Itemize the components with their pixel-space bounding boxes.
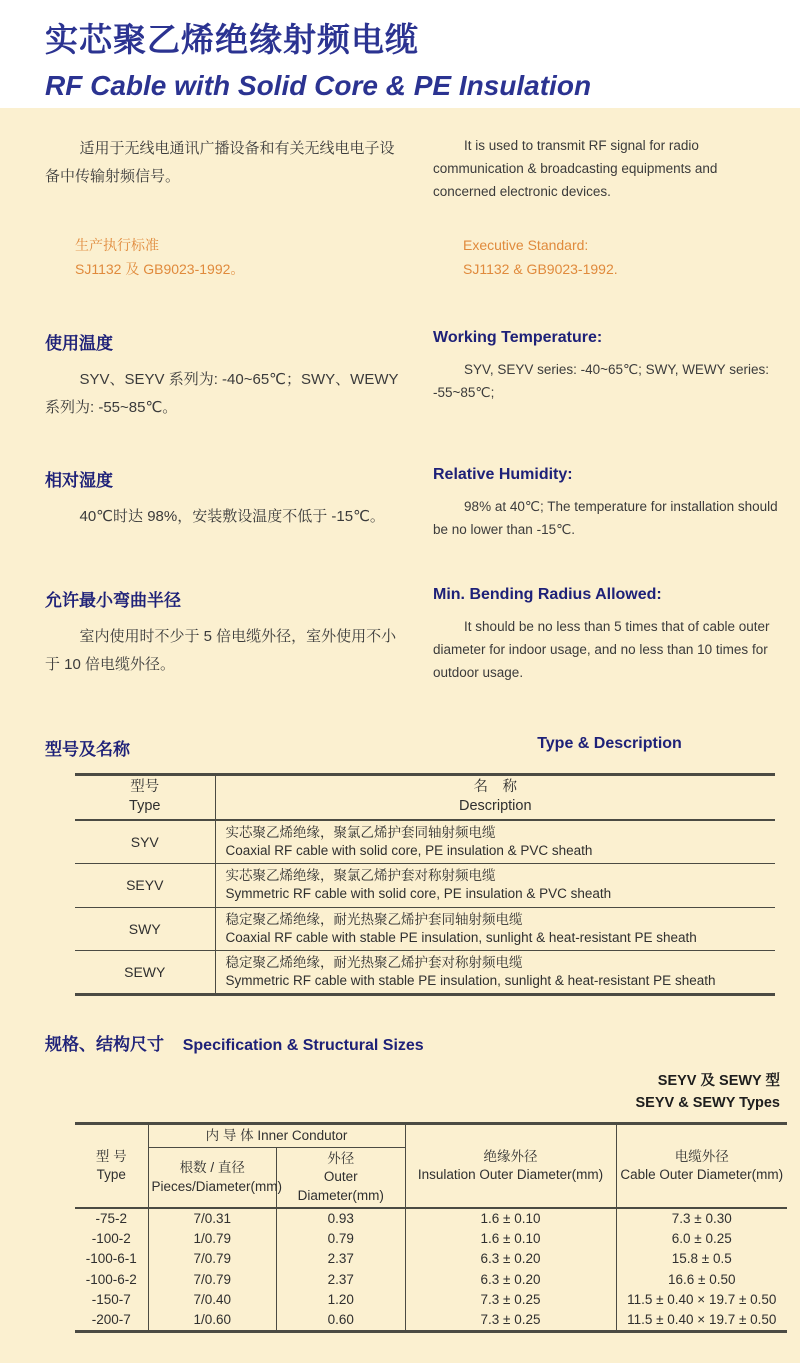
cell-description	[215, 907, 775, 950]
working-temperature-body-en: SYV, SEYV series: -40~65℃; SWY, WEWY series: -55~85℃;	[433, 362, 769, 401]
cell-pieces-diameter: 7/0.31	[148, 1208, 277, 1229]
desc-header-en: Description	[458, 798, 532, 815]
description-zh: 稳定聚乙烯绝缘，耐光热聚乙烯护套同轴射频电缆	[225, 911, 523, 927]
spec-header-group-row	[75, 1123, 787, 1147]
type-description-table	[75, 773, 775, 997]
type-table-row	[75, 820, 775, 864]
intro-chinese-column	[45, 135, 433, 204]
type-table-row	[75, 864, 775, 907]
cell-cable-diameter: 11.5 ± 0.40 × 19.7 ± 0.50	[627, 1311, 777, 1327]
standard-en-block	[433, 234, 786, 282]
cell-insulation-diameter: 6.3 ± 0.20	[405, 1270, 616, 1290]
cell-outer-diameter: 0.93	[277, 1208, 406, 1229]
working-temperature-title-zh: 使用温度	[45, 334, 113, 354]
working-temperature-section	[45, 329, 786, 422]
type-table-header-row	[75, 774, 775, 820]
spec-header-insulation	[405, 1123, 616, 1207]
type-section-title-en: Type & Description	[537, 734, 682, 752]
relative-humidity-title-en: Relative Humidity:	[433, 465, 573, 483]
spec-header-inner-conductor-group: 内 导 体 Inner Condutor	[148, 1123, 405, 1147]
description-zh: 实芯聚乙烯绝缘，聚氯乙烯护套对称射频电缆	[225, 868, 496, 884]
spec-type-zh: 型 号	[95, 1148, 127, 1164]
standard-value-en: SJ1132 & GB9023-1992.	[463, 260, 618, 277]
type-table-row	[75, 951, 775, 995]
spec-cable-en: Cable Outer Diameter(mm)	[620, 1166, 784, 1182]
bending-radius-zh	[45, 586, 433, 685]
cell-type: SWY	[75, 907, 215, 950]
standard-value-zh: SJ1132 及 GB9023-1992。	[75, 260, 245, 277]
cell-insulation-diameter: 1.6 ± 0.10	[405, 1229, 616, 1249]
cell-cable-diameter: 6.0 ± 0.25	[671, 1231, 732, 1247]
type-table-row	[75, 907, 775, 950]
intro-paragraph-en: It is used to transmit RF signal for radio communication & broadcasting equipments and concerned electronic devices.	[433, 138, 718, 199]
cell-pieces-diameter: 7/0.79	[148, 1270, 277, 1290]
type-section-title-zh: 型号及名称	[45, 739, 130, 759]
relative-humidity-body-zh: 40℃时达 98%，安装敷设温度不低于 -15℃。	[79, 507, 385, 525]
bending-radius-title-en: Min. Bending Radius Allowed:	[433, 585, 662, 603]
cell-cable-diameter: 7.3 ± 0.30	[671, 1210, 732, 1226]
description-zh: 稳定聚乙烯绝缘，耐光热聚乙烯护套对称射频电缆	[225, 955, 523, 971]
bending-radius-body-en: It should be no less than 5 times that of cable outer diameter for indoor usage, and no less than 10 times for outdoor usage.	[433, 618, 770, 680]
cell-outer-diameter: 0.60	[277, 1310, 406, 1332]
standard-row	[45, 234, 786, 282]
working-temperature-zh	[45, 329, 433, 422]
spec-header-pieces	[148, 1148, 283, 1208]
cell-cable-diameter: 11.5 ± 0.40 × 19.7 ± 0.50	[627, 1291, 777, 1307]
cell-description	[215, 951, 775, 995]
working-temperature-body-zh: SYV、SEYV 系列为: -40~65℃；SWY、WEWY 系列为: -55~85℃。	[45, 371, 399, 417]
spec-pieces-zh: 根数 / 直径	[179, 1160, 245, 1176]
cell-model: -100-6-1	[75, 1249, 148, 1269]
relative-humidity-title-zh: 相对湿度	[45, 470, 113, 490]
standard-zh-block	[45, 234, 433, 282]
cell-model: -200-7	[75, 1310, 148, 1332]
relative-humidity-en	[433, 466, 786, 542]
spec-type-en: Type	[96, 1166, 126, 1182]
spec-header-cable	[616, 1123, 787, 1207]
cell-outer-diameter: 2.37	[277, 1249, 406, 1269]
spec-cable-zh: 电缆外径	[674, 1148, 729, 1164]
spec-section-title-en: Specification & Structural Sizes	[182, 1037, 424, 1055]
cell-insulation-diameter: 1.6 ± 0.10	[405, 1208, 616, 1229]
spec-subtitle-zh: SEYV 及 SEWY 型	[657, 1073, 780, 1090]
relative-humidity-body-en: 98% at 40℃; The temperature for installation should be no lower than -15℃.	[433, 498, 778, 537]
cell-cable-diameter: 16.6 ± 0.50	[668, 1271, 736, 1287]
bending-radius-body-zh: 室内使用时不少于 5 倍电缆外径，室外使用不小于 10 倍电缆外径。	[45, 627, 397, 673]
cell-pieces-diameter: 7/0.79	[148, 1249, 277, 1269]
relative-humidity-zh	[45, 466, 433, 542]
bending-radius-en	[433, 586, 786, 685]
description-zh: 实芯聚乙烯绝缘，聚氯乙烯护套同轴射频电缆	[225, 824, 496, 840]
spec-table-row	[75, 1270, 787, 1290]
desc-header-zh: 名 称	[473, 778, 517, 795]
cell-type: SEWY	[75, 951, 215, 995]
intro-english-column	[433, 135, 786, 204]
spec-table-row	[75, 1310, 787, 1332]
cell-insulation-diameter: 7.3 ± 0.25	[405, 1290, 616, 1310]
page-header	[0, 0, 800, 108]
type-header-zh: 型号	[130, 778, 160, 795]
cell-model: -100-2	[75, 1229, 148, 1249]
spec-outer-zh: 外径	[327, 1151, 355, 1167]
spec-pieces-en: Pieces/Diameter(mm)	[151, 1178, 283, 1194]
standard-label-zh: 生产执行标准	[75, 236, 159, 253]
spec-insulation-en: Insulation Outer Diameter(mm)	[417, 1166, 604, 1182]
working-temperature-en	[433, 329, 786, 422]
description-en: Symmetric RF cable with solid core, PE insulation & PVC sheath	[225, 886, 612, 902]
bending-radius-section	[45, 586, 786, 685]
spec-table-row	[75, 1249, 787, 1269]
standard-label-en: Executive Standard:	[463, 236, 589, 253]
spec-subtitle	[45, 1071, 786, 1115]
type-table-header-type	[75, 774, 215, 820]
page-title-english: RF Cable with Solid Core & PE Insulation	[45, 70, 592, 101]
cell-outer-diameter: 0.79	[277, 1229, 406, 1249]
relative-humidity-section	[45, 466, 786, 542]
description-en: Coaxial RF cable with stable PE insulation, sunlight & heat-resistant PE sheath	[225, 929, 697, 945]
cell-insulation-diameter: 7.3 ± 0.25	[405, 1310, 616, 1332]
spec-section-title-zh: 规格、结构尺寸	[45, 1035, 164, 1055]
spec-table-row	[75, 1229, 787, 1249]
spec-subtitle-en: SEYV & SEWY Types	[635, 1095, 780, 1112]
cell-pieces-diameter: 1/0.79	[148, 1229, 277, 1249]
cell-pieces-diameter: 7/0.40	[148, 1290, 277, 1310]
specification-table	[75, 1122, 787, 1333]
page-title-chinese: 实芯聚乙烯绝缘射频电缆	[45, 21, 419, 58]
spec-table-row	[75, 1208, 787, 1229]
page-body	[0, 108, 800, 1363]
cell-model: -75-2	[75, 1208, 148, 1229]
cell-type: SYV	[75, 820, 215, 864]
description-en: Symmetric RF cable with stable PE insulation, sunlight & heat-resistant PE sheath	[225, 973, 716, 989]
cell-model: -150-7	[75, 1290, 148, 1310]
intro-paragraph-zh: 适用于无线电通讯广播设备和有关无线电电子设备中传输射频信号。	[45, 140, 395, 185]
spec-insulation-zh: 绝缘外径	[483, 1148, 538, 1164]
cell-description	[215, 820, 775, 864]
working-temperature-title-en: Working Temperature:	[433, 329, 603, 347]
cell-pieces-diameter: 1/0.60	[148, 1310, 277, 1332]
spec-table-row	[75, 1290, 787, 1310]
description-en: Coaxial RF cable with solid core, PE insulation & PVC sheath	[225, 842, 593, 858]
cell-model: -100-6-2	[75, 1270, 148, 1290]
cell-insulation-diameter: 6.3 ± 0.20	[405, 1249, 616, 1269]
type-table-header-description	[215, 774, 775, 820]
type-header-en: Type	[129, 798, 161, 815]
bending-radius-title-zh: 允许最小弯曲半径	[45, 590, 181, 610]
intro-row	[45, 135, 786, 204]
spec-header-type	[75, 1123, 148, 1207]
cell-outer-diameter: 2.37	[277, 1270, 406, 1290]
cell-cable-diameter: 15.8 ± 0.5	[671, 1251, 732, 1267]
spec-header-outer	[277, 1148, 406, 1208]
cell-type: SEYV	[75, 864, 215, 907]
cell-description	[215, 864, 775, 907]
spec-outer-en: Outer Diameter(mm)	[297, 1169, 384, 1203]
type-section-heading	[45, 735, 786, 760]
spec-section-heading	[45, 1030, 786, 1055]
cell-outer-diameter: 1.20	[277, 1290, 406, 1310]
